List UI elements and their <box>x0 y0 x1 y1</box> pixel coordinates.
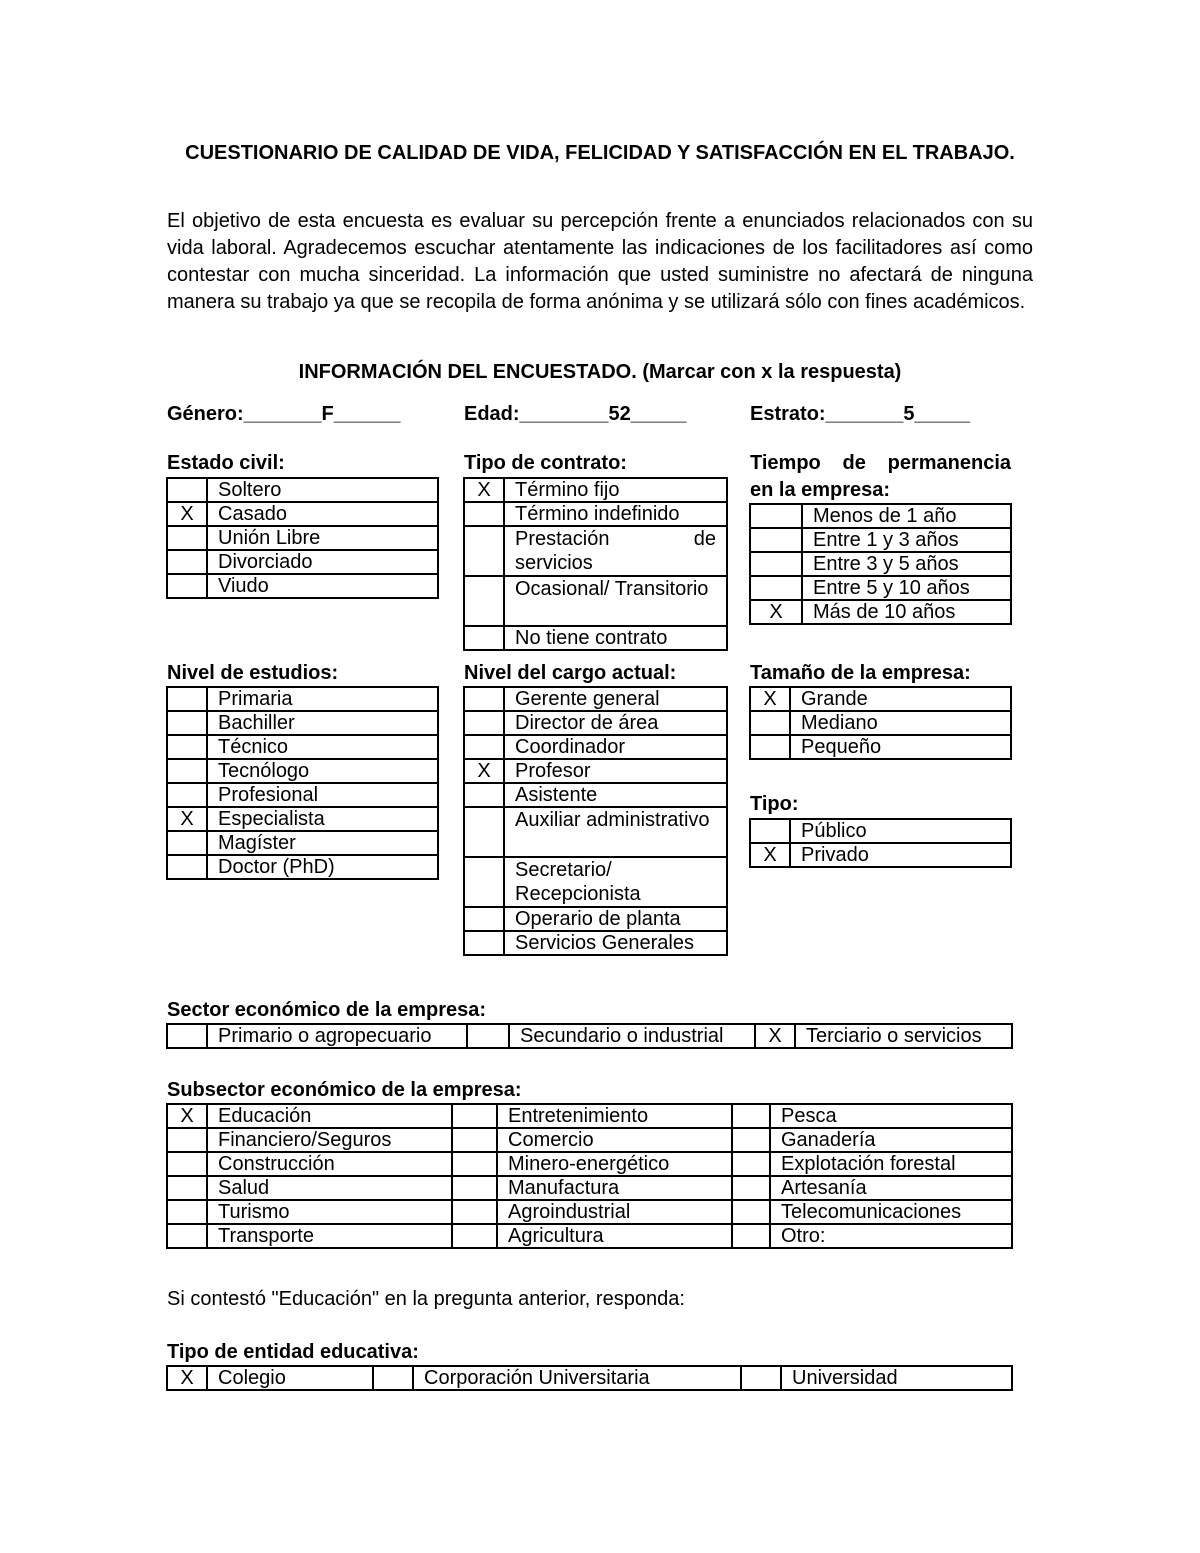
check-cell[interactable] <box>464 807 504 857</box>
option-row[interactable] <box>464 735 727 759</box>
option-label: Transporte <box>207 1224 452 1248</box>
check-cell[interactable] <box>732 1224 770 1248</box>
check-cell[interactable] <box>452 1128 497 1152</box>
option-label: Construcción <box>207 1152 452 1176</box>
check-cell[interactable]: X <box>167 807 207 831</box>
civil-status-table <box>166 477 439 599</box>
check-cell[interactable] <box>167 855 207 879</box>
option-row[interactable] <box>167 574 438 598</box>
check-cell[interactable]: X <box>167 1366 207 1390</box>
check-cell[interactable] <box>464 576 504 626</box>
education-followup-note: Si contestó "Educación" en la pregunta anterior, responda: <box>167 1288 685 1310</box>
check-cell[interactable] <box>750 504 802 528</box>
option-row[interactable] <box>167 1176 1012 1200</box>
stratum-field: Estrato:_______5_____ <box>750 403 971 425</box>
option-label: Soltero <box>207 478 438 502</box>
option-row[interactable] <box>464 759 727 783</box>
option-row[interactable] <box>167 1152 1012 1176</box>
option-row[interactable] <box>167 1128 1012 1152</box>
option-label: Artesanía <box>770 1176 1012 1200</box>
option-label: Unión Libre <box>207 526 438 550</box>
option-label: Servicios Generales <box>504 931 727 955</box>
check-cell[interactable] <box>732 1104 770 1128</box>
option-row[interactable] <box>750 819 1011 843</box>
option-label: Casado <box>207 502 438 526</box>
option-label: Educación <box>207 1104 452 1128</box>
option-label: Ganadería <box>770 1128 1012 1152</box>
check-cell[interactable] <box>452 1176 497 1200</box>
check-cell[interactable] <box>167 783 207 807</box>
option-row[interactable] <box>167 1366 1012 1390</box>
option-row[interactable] <box>750 528 1011 552</box>
check-cell[interactable] <box>167 526 207 550</box>
check-cell[interactable] <box>750 528 802 552</box>
option-row[interactable] <box>464 857 727 907</box>
job-level-table <box>463 686 728 956</box>
tenure-label-line2: en la empresa: <box>750 479 891 501</box>
option-label: Entre 3 y 5 años <box>802 552 1011 576</box>
option-label: Entretenimiento <box>497 1104 732 1128</box>
check-cell[interactable] <box>464 931 504 955</box>
economic-sector-table <box>166 1023 1013 1049</box>
option-row[interactable] <box>750 552 1011 576</box>
check-cell[interactable] <box>452 1152 497 1176</box>
option-row[interactable] <box>464 502 727 526</box>
option-label: Auxiliar administrativo <box>504 807 727 857</box>
check-cell[interactable] <box>750 735 790 759</box>
option-label: Telecomunicaciones <box>770 1200 1012 1224</box>
check-cell[interactable] <box>452 1104 497 1128</box>
check-cell[interactable] <box>732 1200 770 1224</box>
option-label: Entre 5 y 10 años <box>802 576 1011 600</box>
check-cell[interactable] <box>732 1176 770 1200</box>
option-label: Agroindustrial <box>497 1200 732 1224</box>
option-label: Mediano <box>790 711 1011 735</box>
check-cell[interactable] <box>167 759 207 783</box>
check-cell[interactable] <box>732 1128 770 1152</box>
option-label: Director de área <box>504 711 727 735</box>
education-level-table <box>166 686 439 880</box>
check-cell[interactable] <box>464 626 504 650</box>
option-row[interactable] <box>750 600 1011 624</box>
option-row[interactable] <box>464 807 727 857</box>
check-cell[interactable] <box>750 576 802 600</box>
company-type-label: Tipo: <box>750 793 799 815</box>
option-label: Prestación de servicios <box>504 526 727 576</box>
check-cell[interactable] <box>750 711 790 735</box>
option-label: Manufactura <box>497 1176 732 1200</box>
check-cell[interactable]: X <box>750 687 790 711</box>
option-row[interactable] <box>750 735 1011 759</box>
company-size-label: Tamaño de la empresa: <box>750 662 971 684</box>
option-label: Doctor (PhD) <box>207 855 438 879</box>
check-cell[interactable] <box>373 1366 413 1390</box>
check-cell[interactable]: X <box>750 843 790 867</box>
option-row[interactable] <box>464 576 727 626</box>
check-cell[interactable] <box>732 1152 770 1176</box>
check-cell[interactable] <box>464 526 504 576</box>
check-cell[interactable]: X <box>167 502 207 526</box>
option-label: Técnico <box>207 735 438 759</box>
check-cell[interactable] <box>750 552 802 576</box>
option-row[interactable] <box>167 526 438 550</box>
check-cell[interactable] <box>167 735 207 759</box>
educational-entity-label: Tipo de entidad educativa: <box>167 1341 419 1363</box>
check-cell[interactable]: X <box>755 1024 795 1048</box>
option-label: Primaria <box>207 687 438 711</box>
gender-field: Género:_______F______ <box>167 403 401 425</box>
option-label: No tiene contrato <box>504 626 727 650</box>
option-label: Financiero/Seguros <box>207 1128 452 1152</box>
check-cell[interactable] <box>464 857 504 907</box>
economic-subsector-label: Subsector económico de la empresa: <box>167 1079 522 1101</box>
option-row[interactable] <box>167 1200 1012 1224</box>
option-row[interactable] <box>167 1024 1012 1048</box>
check-cell[interactable] <box>167 1200 207 1224</box>
option-label: Magíster <box>207 831 438 855</box>
check-cell[interactable]: X <box>464 759 504 783</box>
option-label: Asistente <box>504 783 727 807</box>
intro-paragraph: El objetivo de esta encuesta es evaluar su percepción frente a enunciados relacionados con su vida laboral. Agradecemos escuchar atentamente las indicaciones de los facilitadores así como contestar con mucha sinceridad. La información que usted suministre no afectará de ninguna manera su trabajo ya que se recopila de forma anónima y se utilizará sólo con fines académicos. <box>167 210 1033 313</box>
check-cell[interactable] <box>464 711 504 735</box>
option-label: Primario o agropecuario <box>207 1024 467 1048</box>
option-label: Terciario o servicios <box>795 1024 1012 1048</box>
option-label: Término indefinido <box>504 502 727 526</box>
tenure-table <box>749 503 1012 625</box>
option-label: Especialista <box>207 807 438 831</box>
option-row[interactable] <box>750 711 1011 735</box>
option-row[interactable] <box>464 931 727 955</box>
option-row[interactable] <box>464 783 727 807</box>
check-cell[interactable] <box>167 478 207 502</box>
check-cell[interactable] <box>452 1200 497 1224</box>
check-cell[interactable] <box>464 907 504 931</box>
option-label: Término fijo <box>504 478 727 502</box>
check-cell[interactable] <box>167 687 207 711</box>
option-label: Viudo <box>207 574 438 598</box>
check-cell[interactable] <box>167 550 207 574</box>
company-type-table <box>749 818 1012 868</box>
option-row[interactable] <box>167 783 438 807</box>
contract-type-label: Tipo de contrato: <box>464 452 627 474</box>
option-label: Turismo <box>207 1200 452 1224</box>
job-level-label: Nivel del cargo actual: <box>464 662 677 684</box>
option-row[interactable] <box>464 687 727 711</box>
option-label: Explotación forestal <box>770 1152 1012 1176</box>
check-cell[interactable] <box>167 831 207 855</box>
option-row[interactable] <box>750 843 1011 867</box>
option-label: Coordinador <box>504 735 727 759</box>
option-row[interactable] <box>167 855 438 879</box>
option-label: Otro: <box>770 1224 1012 1248</box>
option-row[interactable] <box>750 687 1011 711</box>
company-size-table <box>749 686 1012 760</box>
check-cell[interactable] <box>167 711 207 735</box>
option-label: Pesca <box>770 1104 1012 1128</box>
document-title: CUESTIONARIO DE CALIDAD DE VIDA, FELICIDAD Y SATISFACCIÓN EN EL TRABAJO. <box>185 142 1015 164</box>
option-row[interactable] <box>464 478 727 502</box>
check-cell[interactable] <box>167 1152 207 1176</box>
option-row[interactable] <box>167 711 438 735</box>
check-cell[interactable] <box>167 1224 207 1248</box>
option-label: Secretario/ Recepcionista <box>504 857 727 907</box>
option-label: Más de 10 años <box>802 600 1011 624</box>
option-label: Público <box>790 819 1011 843</box>
option-label: Menos de 1 año <box>802 504 1011 528</box>
respondent-section-title: INFORMACIÓN DEL ENCUESTADO. (Marcar con x la respuesta) <box>298 361 902 383</box>
economic-sector-label: Sector económico de la empresa: <box>167 999 487 1021</box>
option-label: Gerente general <box>504 687 727 711</box>
educational-entity-table <box>166 1365 1013 1391</box>
option-label: Entre 1 y 3 años <box>802 528 1011 552</box>
option-row[interactable] <box>167 831 438 855</box>
option-row[interactable] <box>167 735 438 759</box>
option-row[interactable] <box>167 478 438 502</box>
option-row[interactable] <box>167 550 438 574</box>
civil-status-label: Estado civil: <box>167 452 285 474</box>
education-level-label: Nivel de estudios: <box>167 662 339 684</box>
option-label: Profesional <box>207 783 438 807</box>
option-row[interactable] <box>464 526 727 576</box>
option-row[interactable] <box>167 807 438 831</box>
age-field: Edad:________52_____ <box>464 403 687 425</box>
option-row[interactable] <box>464 711 727 735</box>
option-label: Corporación Universitaria <box>413 1366 741 1390</box>
option-row[interactable] <box>750 504 1011 528</box>
option-label: Tecnólogo <box>207 759 438 783</box>
option-row[interactable] <box>167 759 438 783</box>
option-label: Bachiller <box>207 711 438 735</box>
option-row[interactable] <box>167 687 438 711</box>
option-row[interactable] <box>464 626 727 650</box>
option-label: Profesor <box>504 759 727 783</box>
option-label: Agricultura <box>497 1224 732 1248</box>
check-cell[interactable] <box>467 1024 509 1048</box>
option-label: Ocasional/ Transitorio <box>504 576 727 626</box>
option-label: Grande <box>790 687 1011 711</box>
economic-subsector-table <box>166 1103 1013 1249</box>
check-cell[interactable] <box>464 783 504 807</box>
option-row[interactable] <box>750 576 1011 600</box>
tenure-label-line1: Tiempo de permanencia <box>750 452 1011 474</box>
check-cell[interactable] <box>464 687 504 711</box>
option-row[interactable] <box>464 907 727 931</box>
option-label: Divorciado <box>207 550 438 574</box>
check-cell[interactable] <box>741 1366 781 1390</box>
option-label: Minero-energético <box>497 1152 732 1176</box>
option-label: Operario de planta <box>504 907 727 931</box>
contract-type-table <box>463 477 728 651</box>
check-cell[interactable] <box>750 819 790 843</box>
option-label: Pequeño <box>790 735 1011 759</box>
option-row[interactable] <box>167 1224 1012 1248</box>
check-cell[interactable] <box>167 1024 207 1048</box>
check-cell[interactable] <box>464 735 504 759</box>
option-label: Salud <box>207 1176 452 1200</box>
option-label: Colegio <box>207 1366 373 1390</box>
check-cell[interactable] <box>167 1176 207 1200</box>
check-cell[interactable] <box>167 574 207 598</box>
option-label: Comercio <box>497 1128 732 1152</box>
check-cell[interactable] <box>452 1224 497 1248</box>
check-cell[interactable]: X <box>464 478 504 502</box>
option-row[interactable] <box>167 1104 1012 1128</box>
check-cell[interactable]: X <box>167 1104 207 1128</box>
option-label: Privado <box>790 843 1011 867</box>
check-cell[interactable] <box>464 502 504 526</box>
option-label: Universidad <box>781 1366 1012 1390</box>
option-row[interactable] <box>167 502 438 526</box>
check-cell[interactable] <box>167 1128 207 1152</box>
option-label: Secundario o industrial <box>509 1024 755 1048</box>
check-cell[interactable]: X <box>750 600 802 624</box>
